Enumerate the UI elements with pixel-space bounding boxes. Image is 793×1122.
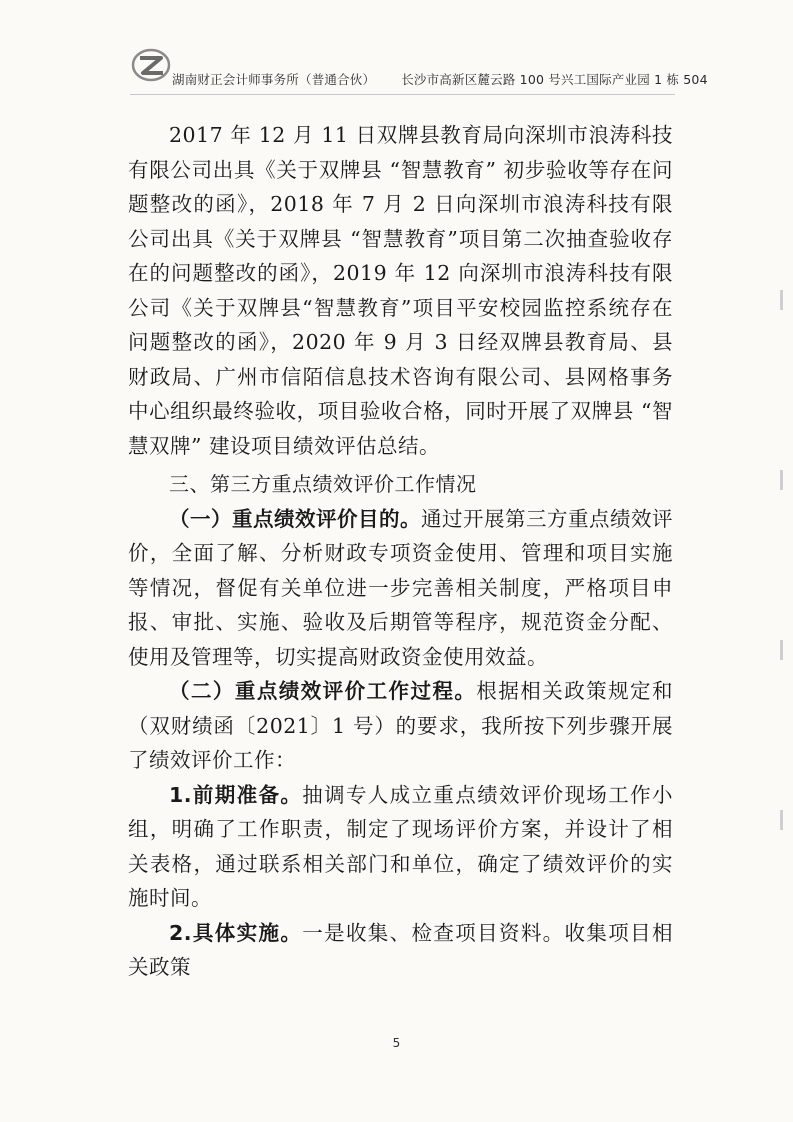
paragraph-implementation [128,916,673,985]
firm-address: 长沙市高新区麓云路 100 号兴工国际产业园 1 栋 504 [401,72,708,87]
scan-edge-mark [780,290,783,310]
body-text [128,118,673,985]
letterhead [130,46,708,92]
firm-name: 湖南财正会计师事务所（普通合伙） [172,72,376,87]
letterhead-text [172,70,708,88]
paragraph-evaluation-process [128,674,673,778]
scan-edge-mark [780,470,783,490]
firm-logo-icon [130,46,176,86]
purpose-text: 通过开展第三方重点绩效评价，全面了解、分析财政专项资金使用、管理和项目实施等情况，督促有关单位进一步完善相关制度，严格项目申报、审批、实施、验收及后期管等程序，规范资金分配、使用及管理等，切实提高财政资金使用效益。 [128,506,673,669]
subheading-process: （二）重点绩效评价工作过程。 [169,679,477,703]
subheading-implementation: 2.具体实施。 [169,920,303,945]
paragraph-acceptance-history: 2017 年 12 月 11 日双牌县教育局向深圳市浪涛科技有限公司出具《关于双牌县 “智慧教育” 初步验收等存在问题整改的函》，2018 年 7 月 2 日向深圳市浪涛科技有限公司出具《关于双牌县 “智慧教育”项目第二次抽查验收存在的问题整改的函》，2019 年 12 向深圳市浪涛科技有限公司《关于双牌县“智慧教育”项目平安校园监控系统存在问题整改的函》，2020 年 9 月 3 日经双牌县教育局、县财政局、广州市信陌信息技术咨询有限公司、县网格事务中心组织最终验收，项目验收合格，同时开展了双牌县 “智慧双牌” 建设项目绩效评估总结。 [128,123,673,458]
section-heading: 三、第三方重点绩效评价工作情况 [169,472,477,496]
paragraph-evaluation-purpose [128,502,673,675]
scan-edge-mark [780,810,783,830]
page-number: 5 [392,1036,401,1050]
subheading-purpose: （一）重点绩效评价目的。 [169,506,421,531]
paragraph-preparation [128,778,673,916]
preparation-text: 抽调专人成立重点绩效评价现场工作小组，明确了工作职责，制定了现场评价方案，并设计了相关表格，通过联系相关部门和单位，确定了绩效评价的实施时间。 [128,782,673,910]
implementation-text: 一是收集、检查项目资料。收集项目相关政策 [128,920,673,979]
scan-edge-mark [780,640,783,660]
process-text: 根据相关政策规定和（双财绩函〔2021〕1 号）的要求，我所按下列步骤开展了绩效评价工作： [128,679,674,772]
subheading-preparation: 1.前期准备。 [169,782,303,807]
header-divider [130,94,675,95]
